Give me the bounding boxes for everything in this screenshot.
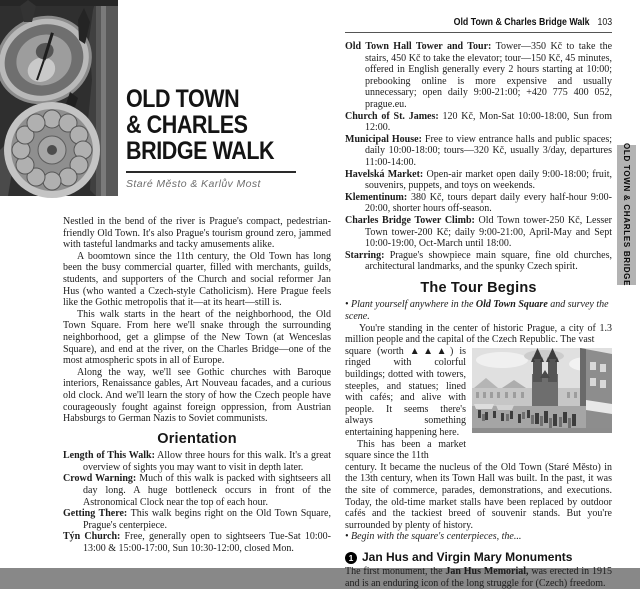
listing-item	[345, 215, 612, 250]
running-header	[345, 17, 612, 28]
orientation-item	[63, 508, 331, 531]
title-rule	[126, 171, 296, 173]
orientation-item-label: Getting There:	[63, 508, 128, 520]
tour-begins-heading: The Tour Begins	[420, 279, 537, 296]
chapter-title-line-2: & CHARLES	[126, 111, 248, 139]
chapter-title-line-1: OLD TOWN	[126, 85, 240, 113]
stop-1-number-badge: 1	[345, 552, 357, 564]
orientation-item	[63, 473, 331, 508]
stop-1-paragraph-bold: Jan Hus Memorial,	[445, 565, 529, 577]
stop-1-paragraph-post: was erected in 1915 and is an enduring icon of the long struggle for (Czech) freedom.	[345, 565, 612, 589]
listing-label: Old Town Hall Tower and Tour:	[345, 41, 492, 52]
listing-label: Starring:	[345, 249, 385, 261]
tour-photo-row	[345, 346, 612, 462]
chapter-subtitle: Staré Město & Karlův Most	[126, 178, 261, 190]
tour-bullet-2: • Begin with the square's centerpieces, the...	[345, 531, 522, 543]
old-town-square-photo	[472, 348, 612, 433]
listing-text: Open-air market open daily 9:00-18:00; fruit, souvenirs, puppets, and toys on weekends.	[365, 168, 612, 192]
listing-text: 380 Kč, tours depart daily every half-hour 9:00-20:00, shorter hours off-season.	[365, 191, 612, 215]
tour-paragraph-narrow: square (worth ▲▲▲) is ringed with colorful buildings; dotted with towers, steeples, and statues; lined with cafés; and alive with people. It seems there's always something entertaining happening here.	[345, 345, 466, 438]
orientation-item-label: Crowd Warning:	[63, 473, 137, 485]
chapter-title-line-3: BRIDGE WALK	[126, 137, 275, 165]
astronomical-clock-photo	[0, 0, 118, 196]
orientation-item-label: Týn Church:	[63, 531, 121, 543]
stop-1-heading	[345, 552, 612, 564]
stop-1-paragraph-pre: The first monument, the	[345, 565, 446, 577]
listing-item	[345, 250, 612, 273]
listing-label: Charles Bridge Tower Climb:	[345, 214, 475, 226]
listing-text: Old Town tower-250 Kč, Lesser Town tower-200 Kč; daily 9:00-21:00, April-May and Sept 10:00-19:00, Oct-March until 18:00.	[365, 214, 612, 250]
astronomical-clock-illustration	[0, 0, 118, 196]
listing-label: Klementinum:	[345, 191, 408, 203]
orientation-item-text: This walk begins right on the Old Town Square, Prague's centerpiece.	[83, 508, 332, 531]
listing-text: Tower—350 Kč to take the stairs, 450 Kč to take the elevator; tour—150 Kč, 45 minutes, offered in English generally every 2 hours starting at 10:00; prebooking online is more expensive and usually unnecessary; open daily 9:00-21:00; +420 775 400 052, prague.eu.	[365, 41, 613, 110]
orientation-item	[63, 531, 331, 554]
page-number: 103	[597, 17, 612, 28]
listing-label: Municipal House:	[345, 133, 422, 145]
running-header-rule	[345, 32, 612, 33]
chapter-title-block	[126, 86, 338, 190]
running-header-title: Old Town & Charles Bridge Walk	[453, 17, 590, 28]
tour-paragraph-wide: You're standing in the center of historic Prague, a city of 1.3 million people and the capital of the Czech Republic. The vast	[345, 322, 612, 346]
tour-bullet-1-post: and survey the scene.	[345, 299, 609, 323]
intro-paragraph: This walk starts in the heart of the neighborhood, the Old Town Square. From here we'll snake through the surrounding neighborhood, get a glimpse of the New Town (at Wenceslas Square), and end at the river, on the Charles Bridge—one of the most atmospheric spots in all of Europe.	[63, 308, 331, 367]
listing-label: Church of St. James:	[345, 110, 439, 122]
right-page-column	[345, 41, 612, 589]
orientation-item-text: Much of this walk is packed with sightseers all day long. A huge bottleneck occurs in front of the Astronomical Clock near the top of each hour.	[83, 473, 332, 508]
stop-1-heading-text: Jan Hus and Virgin Mary Monuments	[362, 550, 573, 565]
tour-bullet-1	[345, 299, 612, 322]
listing-item	[345, 134, 612, 169]
orientation-item-text: Free, generally open to sightseers Tue-Sat 10:00-13:00 & 15:00-17:00, Sun 10:30-12:00, closed Mon.	[83, 531, 332, 555]
orientation-item-label: Length of This Walk:	[63, 450, 155, 462]
old-town-square-illustration	[472, 348, 612, 433]
left-page-column	[63, 216, 331, 555]
intro-paragraph: Nestled in the bend of the river is Prague's compact, pedestrian-friendly Old Town. It's also Prague's tourism ground zero, jammed with tasteful landmarks and tacky amusements alike.	[63, 216, 331, 251]
listing-text: Prague's showpiece main square, fine old churches, architectural landmarks, and the spunky Czech spirit.	[365, 249, 612, 273]
tour-paragraph-narrow: This has been a market square since the 11th	[345, 438, 466, 462]
listing-item	[345, 41, 612, 111]
tour-bullet-1-pre: • Plant yourself anywhere in the	[345, 299, 476, 311]
chapter-side-tab-label: OLD TOWN & CHARLES BRIDGE	[622, 143, 631, 287]
intro-paragraph: A boomtown since the 11th century, the Old Town has long been the busy commercial quarter, filled with merchants, guilds, students, and supporters of the Church and social reformer Jan Hus (who wanted a Czech-style Catholicism). Here Prague feels like the Gothic metropolis that it—at its heart—still is.	[63, 250, 331, 309]
tour-bullet-1-bold: Old Town Square	[475, 299, 548, 311]
listing-text: 120 Kč, Mon-Sat 10:00-18:00, Sun from 12:00.	[365, 110, 613, 134]
tour-paragraph-wide: century. It became the nucleus of the Old Town (Staré Město) in the 13th century, when its Town Hall was built. In the past, it was the site of commerce, parades, demonstrations, and executions. Today, the old-time market stalls have been replaced by outdoor cafés and the tackiest breed of souvenir stands. But you're surrounded by plenty of history.	[345, 461, 612, 531]
stop-1-paragraph	[345, 566, 612, 589]
listing-label: Havelská Market:	[345, 168, 424, 180]
intro-paragraph: Along the way, we'll see Gothic churches with Baroque interiors, Renaissance gables, Art Nouveau facades, and a curious old clock. And we'll learn the story of how the Czech people have courageously fought against foreign oppression, from Austrian Habsburgs to German Nazis to Soviet communists.	[63, 366, 331, 425]
orientation-item	[63, 450, 331, 473]
orientation-heading: Orientation	[157, 430, 237, 447]
orientation-item-text: Allow three hours for this walk. It's a great overview of sights you may want to visit in depth later.	[83, 450, 331, 473]
tour-narrow-text	[345, 346, 466, 462]
listing-item	[345, 111, 612, 134]
chapter-side-tab	[617, 145, 636, 285]
listing-text: Free to view entrance halls and public spaces; daily 10:00-18:00; tours—320 Kč, usually 3/day, departures 11:00-14:00.	[365, 133, 612, 168]
listing-item	[345, 169, 612, 192]
listing-item	[345, 192, 612, 215]
